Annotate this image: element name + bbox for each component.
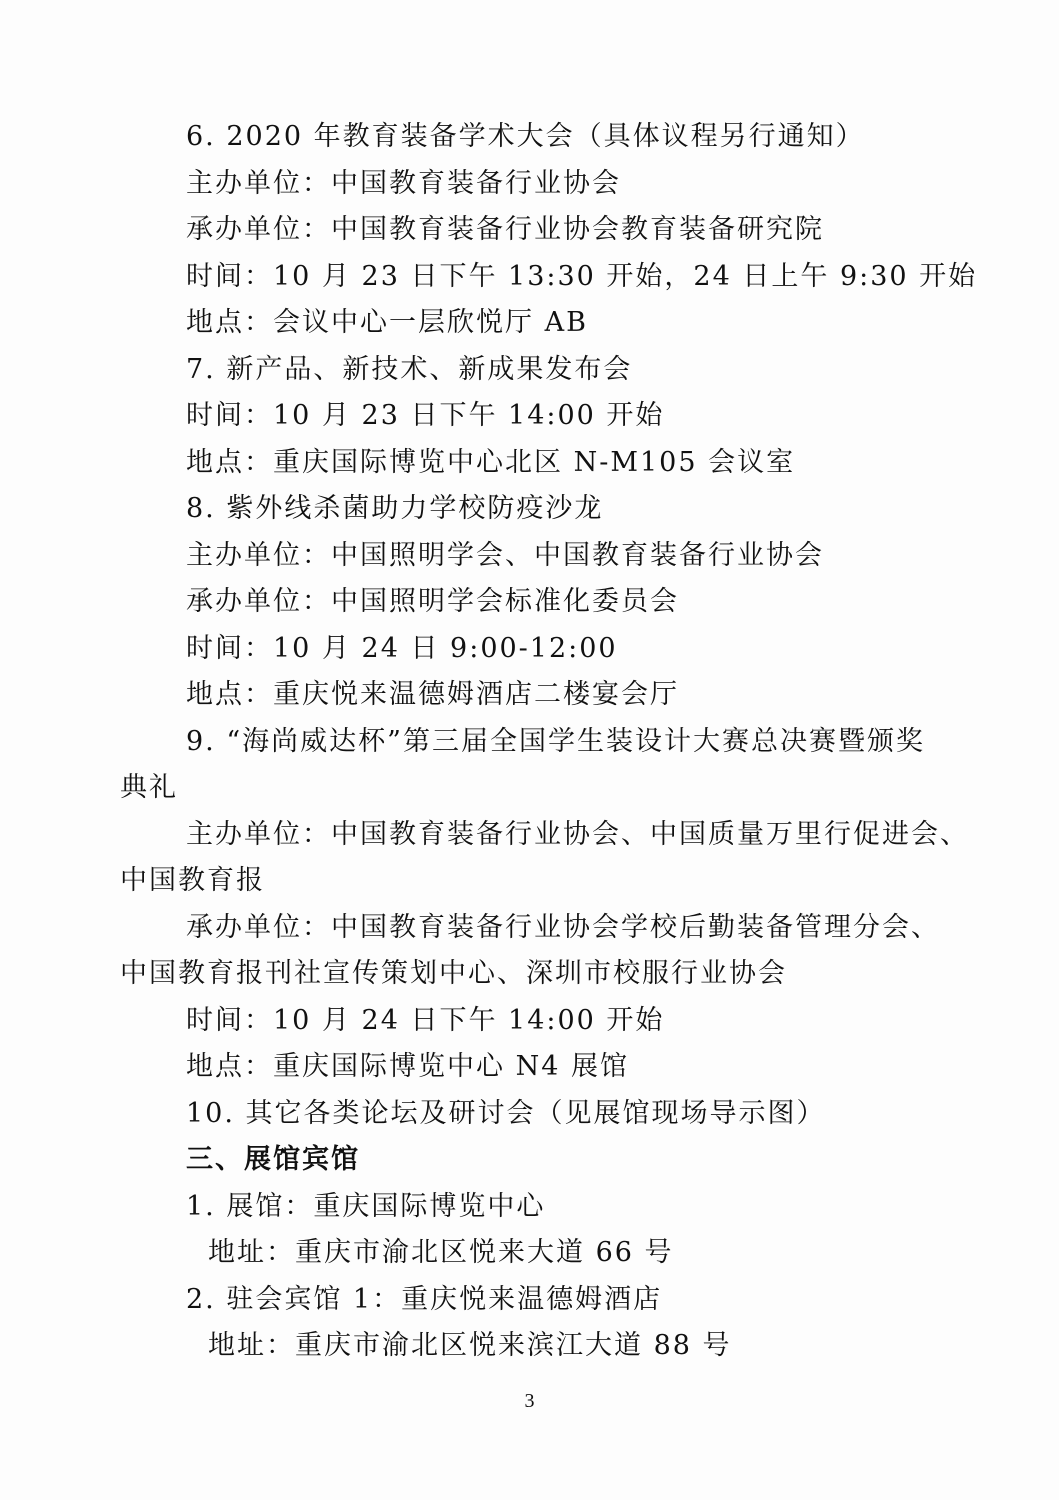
item-9-title: 9. “海尚威达杯”第三届全国学生装设计大赛总决赛暨颁奖	[186, 725, 925, 757]
item-8-organizer: 主办单位：中国照明学会、中国教育装备行业协会	[186, 539, 824, 571]
item-9-organizer-cont: 中国教育报	[120, 865, 265, 896]
item-8-co-organizer: 承办单位：中国照明学会标准化委员会	[186, 586, 679, 617]
item-9-title-cont: 典礼	[120, 772, 178, 803]
item-9-co-organizer: 承办单位：中国教育装备行业协会学校后勤装备管理分会、	[186, 911, 940, 943]
item-9-organizer: 主办单位：中国教育装备行业协会、中国质量万里行促进会、	[186, 818, 969, 850]
page-number: 3	[524, 1390, 535, 1412]
section-3-heading: 三、展馆宾馆	[186, 1144, 360, 1175]
item-7-title: 7. 新产品、新技术、新成果发布会	[186, 353, 633, 385]
venue-item: 1. 展馆：重庆国际博览中心	[186, 1190, 546, 1222]
item-9-time: 时间：10 月 24 日下午 14:00 开始	[186, 1004, 665, 1036]
item-6-organizer: 主办单位：中国教育装备行业协会	[186, 167, 621, 199]
item-7-location: 地点：重庆国际博览中心北区 N-M105 会议室	[186, 446, 796, 478]
item-7-time: 时间：10 月 23 日下午 14:00 开始	[186, 400, 665, 431]
item-8-time: 时间：10 月 24 日 9:00-12:00	[186, 632, 618, 664]
item-9-location: 地点：重庆国际博览中心 N4 展馆	[186, 1051, 629, 1082]
venue-address: 地址：重庆市渝北区悦来大道 66 号	[208, 1237, 674, 1268]
item-10-title: 10. 其它各类论坛及研讨会（见展馆现场导示图）	[186, 1097, 826, 1129]
hotel-address: 地址：重庆市渝北区悦来滨江大道 88 号	[208, 1330, 732, 1361]
document-body	[120, 114, 978, 1370]
item-9-co-organizer-cont: 中国教育报刊社宣传策划中心、深圳市校服行业协会	[120, 958, 787, 989]
item-8-location: 地点：重庆悦来温德姆酒店二楼宴会厅	[186, 679, 679, 710]
item-8-title: 8. 紫外线杀菌助力学校防疫沙龙	[186, 493, 604, 524]
item-6-title: 6. 2020 年教育装备学术大会（具体议程另行通知）	[186, 121, 865, 152]
hotel-item: 2. 驻会宾馆 1：重庆悦来温德姆酒店	[186, 1283, 663, 1315]
item-6-location: 地点：会议中心一层欣悦厅 AB	[186, 307, 588, 338]
item-6-co-organizer: 承办单位：中国教育装备行业协会教育装备研究院	[186, 214, 824, 245]
item-6-time: 时间：10 月 23 日下午 13:30 开始，24 日上午 9:30 开始	[186, 260, 978, 292]
